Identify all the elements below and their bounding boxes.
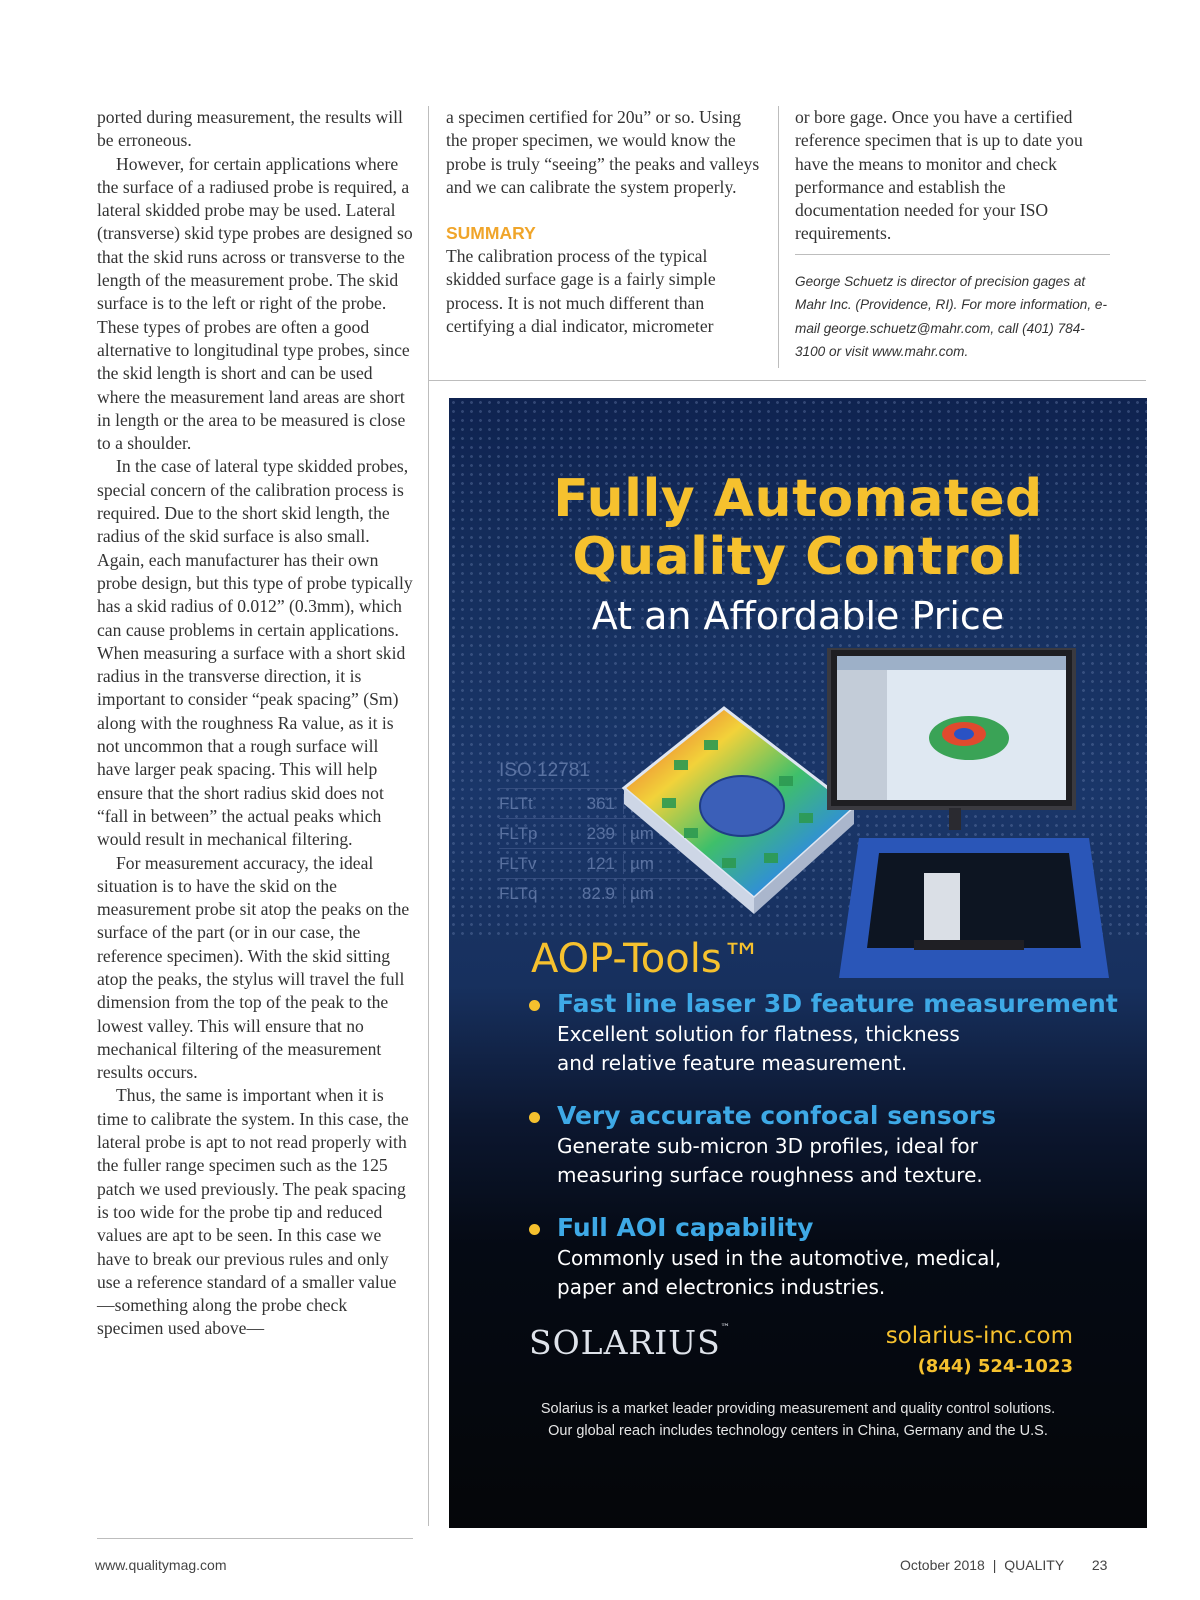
feature-heading: Full AOI capability (557, 1213, 814, 1242)
magazine-name: QUALITY (1004, 1557, 1064, 1573)
article-column-3 (795, 106, 1110, 246)
bullet-icon (529, 1224, 540, 1235)
paragraph: a specimen certified for 20u” or so. Using the proper specimen, we would know the probe is truly “seeing” the peaks and valleys and we can calibrate the system properly. (446, 107, 760, 197)
bullet-icon (529, 1000, 540, 1011)
feature-item (529, 988, 1119, 1078)
tagline-line: Our global reach includes technology centers in China, Germany and the U.S. (548, 1423, 1048, 1439)
paragraph: For measurement accuracy, the ideal situation is to have the skid on the measurement probe sit atop the peaks on the surface of the part (or in our case, the reference specimen). With the skid sitting atop the peaks, the stylus will travel the full dimension from the top of the peak to the lowest valley. This will ensure that no mechanical filtering of the measurement results occurs. (97, 852, 410, 1083)
feature-item (529, 1212, 1119, 1302)
footer-website[interactable]: www.qualitymag.com (95, 1557, 227, 1573)
solarius-advertisement[interactable] (449, 398, 1147, 1528)
feature-description: Commonly used in the automotive, medical, (557, 1246, 1002, 1270)
summary-heading: SUMMARY (446, 223, 536, 244)
author-bio: George Schuetz is director of precision gages at Mahr Inc. (Providence, RI). For more information, e-mail george.schuetz@mahr.com, call (401) 784-3100 or visit www.mahr.com. (795, 274, 1107, 360)
paragraph: Thus, the same is important when it is time to calibrate the system. In this case, the lateral probe is apt to not read properly with the fuller range specimen such as the 125 patch we used previously. The peak spacing is too wide for the probe tip and reduced values are apt to be seen. In this case we have to break our previous rules and only use a reference standard of a smaller value—something along the probe check specimen used above— (97, 1085, 409, 1339)
website-link[interactable]: solarius-inc.com (885, 1323, 1073, 1349)
tagline-line: Solarius is a market leader providing measurement and quality control solutions. (540, 1401, 1056, 1417)
product-name: AOP-Tools™ (531, 936, 762, 982)
article-column-2 (446, 106, 762, 338)
bullet-icon (529, 1112, 540, 1123)
column-bottom-rule (97, 1538, 413, 1539)
measurement-machine-graphic (819, 648, 1119, 978)
issue-date: October 2018 (900, 1557, 985, 1573)
feature-description: Generate sub-micron 3D profiles, ideal for (557, 1134, 978, 1158)
feature-description: paper and electronics industries. (557, 1275, 886, 1299)
column-divider (428, 106, 429, 1526)
paragraph: or bore gage. Once you have a certified reference specimen that is up to date you have the means to monitor and check performance and establish the documentation needed for your ISO requirements. (795, 107, 1083, 244)
paragraph: The calibration process of the typical skidded surface gage is a fairly simple process. It is not much different than certifying a dial indicator, micrometer (446, 246, 716, 337)
solarius-logo: SOLARIUS™ (529, 1323, 731, 1362)
feature-description: Excellent solution for flatness, thickness (557, 1022, 960, 1046)
feature-description: and relative feature measurement. (557, 1051, 908, 1075)
iso-table-row: FLTt 361 (499, 788, 729, 818)
iso-table-row: FLTp 239 µm (499, 818, 729, 848)
phone-number: (844) 524-1023 (917, 1356, 1073, 1377)
feature-list (529, 988, 1119, 1324)
ad-title-line-1: Fully Automated (553, 469, 1043, 529)
ad-top-rule (428, 380, 1146, 381)
ad-title-line-2: Quality Control (572, 527, 1024, 587)
iso-table-row: FLTq 82.9 µm (499, 878, 729, 908)
separator: | (992, 1557, 997, 1573)
footer-issue (900, 1557, 1107, 1573)
paragraph: In the case of lateral type skidded probes, special concern of the calibration process is required. Due to the short skid length, the radius of the skid surface is also small. Again, each manufacturer has their own probe design, but this type of probe typically has a skid radius of 0.012” (0.3mm), which can cause problems in certain applications. When measuring a surface with a short skid radius in the transverse direction, it is important to consider “peak spacing” (Sm) along with the roughness Ra value, as it is not uncommon that a rough surface will have larger peak spacing. This will help ensure that the short radius skid does not “fall in between” the actual peaks which would result in mechanical filtering. (97, 456, 413, 850)
column-divider (778, 106, 779, 368)
iso-table-row: FLTv 121 µm (499, 848, 729, 878)
paragraph: However, for certain applications where the surface of a radiused probe is required, a lateral skidded probe may be used. Lateral (transverse) skid type probes are designed so that the skid runs across or transverse to the length of the measurement probe. The skid surface is to the left or right of the probe. These types of probes are often a good alternative to longitudinal type probes, since the skid length is short and can be used where the measurement land areas are short in length or the area to be measured is close to a shoulder. (97, 153, 413, 454)
feature-item (529, 1100, 1119, 1190)
paragraph: ported during measurement, the results will be erroneous. (97, 107, 403, 151)
feature-description: measuring surface roughness and texture. (557, 1163, 983, 1187)
article-column-1 (97, 106, 413, 1341)
ad-subtitle: At an Affordable Price (591, 594, 1005, 638)
bio-rule (795, 254, 1110, 255)
feature-heading: Very accurate confocal sensors (557, 1101, 997, 1130)
page-number: 23 (1091, 1557, 1108, 1573)
iso-table-header: ISO 12781 (499, 760, 590, 781)
company-tagline (449, 1398, 1147, 1442)
feature-heading: Fast line laser 3D feature measurement (557, 989, 1118, 1018)
